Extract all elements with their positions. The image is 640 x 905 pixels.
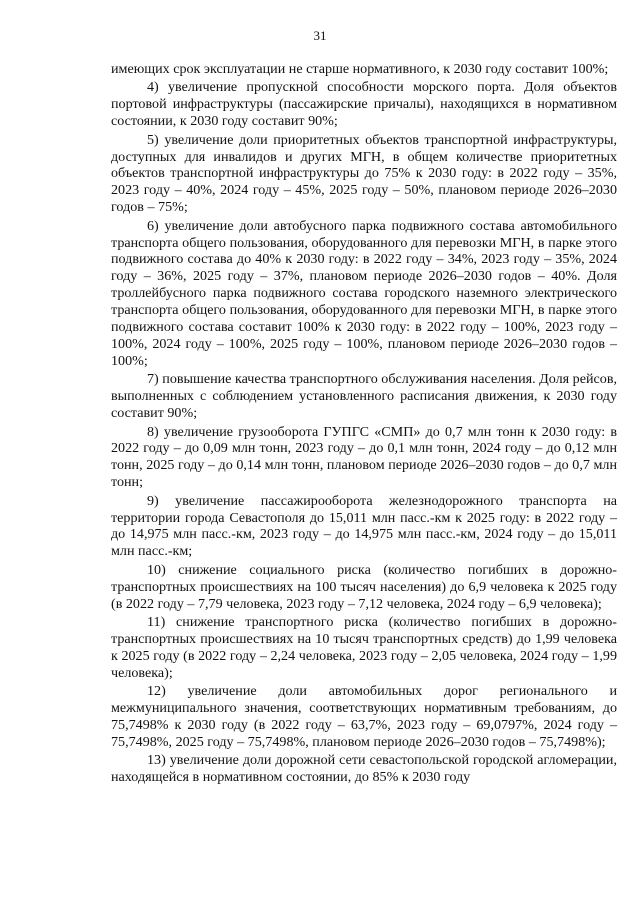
paragraph-item-4: 4) увеличение пропускной способности морского порта. Доля объектов портовой инфраструктуры (пассажирские причалы), находящихся в нормативном состоянии, к 2030 году составит 90%;	[111, 79, 617, 130]
paragraph-item-12: 12) увеличение доли автомобильных дорог регионального и межмуниципального значения, соответствующих нормативным требованиям, до 75,7498% к 2030 году (в 2022 году – 63,7%, 2023 году – 69,0797%, 2024 году – 75,7498%, 2025 году – 75,7498%, плановом периоде 2026–2030 годов – 75,7498%);	[111, 683, 617, 750]
paragraph-continuation: имеющих срок эксплуатации не старше нормативного, к 2030 году составит 100%;	[111, 61, 609, 77]
paragraph-item-7: 7) повышение качества транспортного обслуживания населения. Доля рейсов, выполненных с соблюдением установленного расписания движения, к 2030 году составит 90%;	[111, 371, 617, 422]
document-body	[111, 61, 617, 788]
paragraph-item-8: 8) увеличение грузооборота ГУПГС «СМП» до 0,7 млн тонн к 2030 году: в 2022 году – до 0,09 млн тонн, 2023 году – до 0,1 млн тонн, 2024 году – до 0,12 млн тонн, 2025 году – до 0,14 млн тонн, плановом периоде 2026–2030 годов – до 0,7 млн тонн;	[111, 423, 617, 491]
paragraph-item-13: 13) увеличение доли дорожной сети севастопольской городской агломерации, находящейся в нормативном состоянии, до 85% к 2030 году	[111, 752, 617, 786]
paragraph-item-6: 6) увеличение доли автобусного парка подвижного состава автомобильного транспорта общего пользования, оборудованного для перевозки МГН, в парке этого подвижного состава до 40% к 2030 году: в 2022 году – 34%, 2023 году – 35%, 2024 году – 36%, 2025 году – 37%, плановом периоде 2026–2030 годов – 40%. Доля троллейбусного парка подвижного состава городского наземного электрического транспорта общего пользования, оборудованного для перевозки МГН, в парке этого подвижного состава составит 100% к 2030 году: в 2022 году – 100%, 2023 году – 100%, 2024 году – 100%, 2025 году – 100%, плановом периоде 2026–2030 годов – 100%;	[111, 217, 617, 369]
paragraph-item-11: 11) снижение транспортного риска (количество погибших в дорожно-транспортных происшествиях на 10 тысяч транспортных средств) до 1,99 человека к 2025 году (в 2022 году – 2,24 человека, 2023 году – 2,05 человека, 2024 году – 1,99 человека);	[111, 614, 617, 681]
page-number: 31	[313, 28, 327, 43]
paragraph-item-5: 5) увеличение доли приоритетных объектов транспортной инфраструктуры, доступных для инвалидов и других МГН, в общем количестве приоритетных объектов транспортной инфраструктуры до 75% к 2030 году: в 2022 году – 35%, 2023 году – 40%, 2024 году – 45%, 2025 году – 50%, плановом периоде 2026–2030 годов – 75%;	[111, 131, 617, 216]
paragraph-item-10: 10) снижение социального риска (количество погибших в дорожно-транспортных происшествиях на 100 тысяч населения) до 6,9 человека к 2025 году (в 2022 году – 7,79 человека, 2023 году – 7,12 человека, 2024 году – 6,9 человека);	[111, 561, 617, 612]
paragraph-item-9: 9) увеличение пассажирооборота железнодорожного транспорта на территории города Севастополя до 15,011 млн пасс.-км к 2025 году: в 2022 году – до 14,975 млн пасс.-км, 2023 году – до 14,975 млн пасс.-км, 2024 году – до 15,011 млн пасс.-км;	[111, 492, 617, 560]
